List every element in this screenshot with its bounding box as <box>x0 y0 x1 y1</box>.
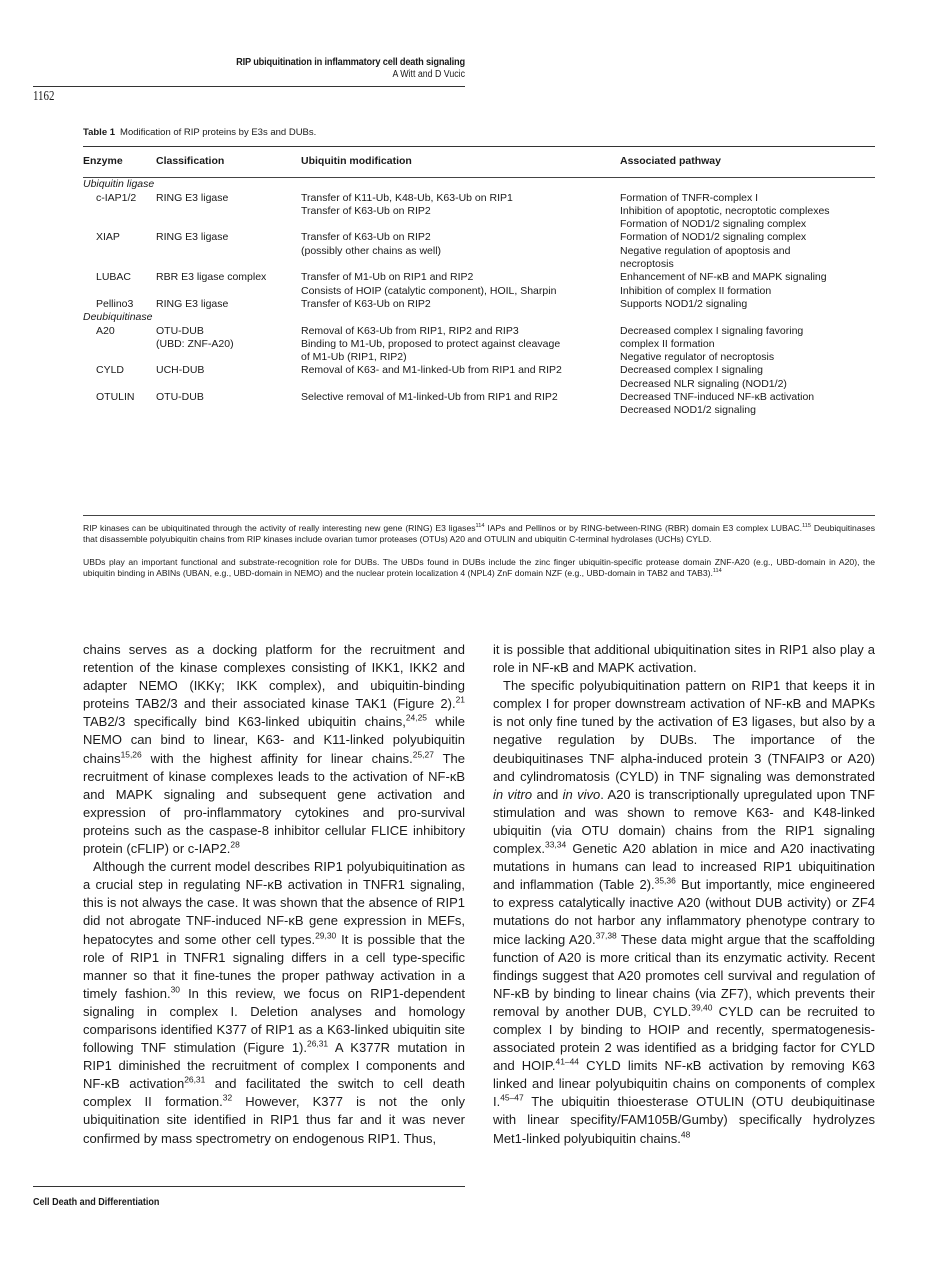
journal-name: Cell Death and Differentiation <box>33 1196 160 1208</box>
footnote-text: Deubiquitinases that disassemble polyubiquitin chains from RIP kinases include ovarian tumor proteases (OTUs) A20 and OTULIN and ubiquitin C-terminal hydrolases (UCHs) CYLD. <box>83 523 875 545</box>
section-label-row <box>83 311 875 324</box>
cell-line: RING E3 ligase <box>156 231 229 244</box>
cell-line: Selective removal of M1-linked-Ub from RIP1 and RIP2 <box>301 391 558 404</box>
cell-line: Decreased TNF-induced NF-κB activation <box>620 391 815 404</box>
text-run: Genetic A20 ablation in mice and A20 inactivating mutations in humans can lead to increased RIP1 ubiquitination and inflammation (Table 2). <box>493 841 875 893</box>
cell-line: necroptosis <box>620 258 674 271</box>
table-row <box>83 192 875 232</box>
cell-line: Decreased NOD1/2 signaling <box>620 404 756 417</box>
paragraph <box>493 641 875 677</box>
cell-classification <box>156 271 301 298</box>
cell-modification <box>301 231 620 271</box>
citation: 30 <box>170 984 180 995</box>
cell-line: UCH-DUB <box>156 364 205 377</box>
running-title: RIP ubiquitination in inflammatory cell death signaling <box>236 56 465 68</box>
cell-classification <box>156 325 301 365</box>
citation: 26,31 <box>184 1074 206 1085</box>
footnote-text: IAPs and Pellinos or by RING-between-RING (RBR) domain E3 complex LUBAC. <box>484 523 803 533</box>
cell-classification <box>156 192 301 232</box>
cell-line: complex II formation <box>620 337 715 350</box>
citation: 15,26 <box>120 749 142 760</box>
cell-modification <box>301 364 620 391</box>
paragraph <box>493 677 875 1147</box>
running-header <box>33 56 465 80</box>
cell-line: Formation of NOD1/2 signaling complex <box>620 231 807 244</box>
cell-modification <box>301 391 620 418</box>
page-number: 1162 <box>33 89 55 104</box>
text-run: These data might argue that the scaffolding function of A20 is more critical than its enzymatic activity. Recent findings suggest that A20 promotes cell survival and regulation of NF-κB by binding to linear chains (via ZF7), which prevents their removal by another DUB, CYLD. <box>493 931 875 1019</box>
cell-line: Enhancement of NF-κB and MAPK signaling <box>620 271 827 284</box>
citation: 39,40 <box>691 1002 713 1013</box>
citation: 26,31 <box>307 1038 329 1049</box>
table-bottom-rule <box>83 515 875 516</box>
text-run: In this review, we focus on RIP1-dependent signaling in complex I. Deletion analyses and homology comparisons identified K377 of RIP1 as a K63-linked ubiquitin site following TNF stimulation (Figure 1). <box>83 985 465 1056</box>
cell-line: Removal of K63- and M1-linked-Ub from RIP1 and RIP2 <box>301 364 562 377</box>
modification-table <box>83 147 875 418</box>
cell-line: Transfer of K11-Ub, K48-Ub, K63-Ub on RIP1 <box>301 191 513 204</box>
cell-pathway <box>620 231 875 271</box>
cell-line: Formation of TNFR-complex I <box>620 191 759 204</box>
table-header <box>83 147 875 178</box>
text-run: CYLD can be recruited to complex I by binding to HOIP and recently, spermatogenesis-associated protein 2 was identified as a bridging factor for CYLD and HOIP. <box>493 1003 876 1074</box>
cell-line: Inhibition of apoptotic, necroptotic complexes <box>620 204 830 217</box>
cell-line: Decreased complex I signaling favoring <box>620 324 804 337</box>
citation: 25,27 <box>412 749 434 760</box>
paragraph <box>83 641 465 858</box>
cell-line: Decreased complex I signaling <box>620 364 763 377</box>
text-run: . A20 is transcriptionally upregulated upon TNF stimulation and was shown to remove K63- and K48-linked ubiquitin (via OTU domain) chains from the RIP1 signaling complex. <box>493 786 875 857</box>
table-1 <box>83 146 875 418</box>
paragraph <box>83 858 465 1148</box>
cell-modification <box>301 298 620 311</box>
table-caption-text: Modification of RIP proteins by E3s and DUBs. <box>120 127 317 138</box>
cell-line: Binding to M1-Ub, proposed to protect against cleavage <box>301 337 561 350</box>
table-footnote-2 <box>83 557 875 579</box>
text-run: The ubiquitin thioesterase OTULIN (OTU deubiquitinase with linear specifity/FAM105B/Gumby) specifically hydrolyzes Met1-linked polyubiquitin chains. <box>493 1094 875 1146</box>
citation: 115 <box>802 523 811 530</box>
citation: 21 <box>455 694 465 705</box>
running-authors: A Witt and D Vucic <box>392 69 465 80</box>
footnote-text: RIP kinases can be ubiquitinated through the activity of really interesting new gene (RING) E3 ligases <box>83 523 476 533</box>
text-run: chains serves as a docking platform for the recruitment and retention of the kinase complexes consisting of IKK1, IKK2 and adapter NEMO (IKKγ; IKK complex), and ubiquitin-binding proteins TAB2/3 and their associated kinase TAK1 (Figure 2). <box>83 642 465 712</box>
cell-line: OTU-DUB <box>156 324 204 337</box>
cell-line: Transfer of K63-Ub on RIP2 <box>301 231 431 244</box>
cell-classification <box>156 391 301 418</box>
section-label-row <box>83 178 875 191</box>
citation: 33,34 <box>545 839 567 850</box>
cell-line: Formation of NOD1/2 signaling complex <box>620 218 807 231</box>
cell-line: Negative regulator of necroptosis <box>620 351 775 364</box>
table-footnote-1 <box>83 523 875 545</box>
italic-text: in vitro <box>493 786 533 802</box>
cell-line: OTU-DUB <box>156 391 204 404</box>
column-header-pathway: Associated pathway <box>620 155 721 167</box>
text-run: The recruitment of kinase complexes leads to the activation of NF-κB and MAPK signaling and subsequent gene activation and expression of pro-inflammatory cytokines and pro-survival proteins such as the caspase-8 inhibitor cellular FLICE inhibitory protein (cFLIP) or c-IAP2. <box>83 750 465 857</box>
cell-pathway <box>620 192 875 232</box>
cell-pathway <box>620 364 875 391</box>
citation: 32 <box>222 1093 233 1104</box>
cell-modification <box>301 271 620 298</box>
cell-line: RING E3 ligase <box>156 297 229 310</box>
cell-line: of M1-Ub (RIP1, RIP2) <box>301 351 407 364</box>
text-run: Although the current model describes RIP1 polyubiquitination as a crucial step in regulating NF-κB activation in TNFR1 signaling, this is not always the case. It was shown that the absence of RIP1 did not abrogate TNF-induced NF-κB gene expression in MEFs, hepatocytes and some other cell types. <box>83 859 465 947</box>
text-run: it is possible that additional ubiquitination sites in RIP1 also play a role in NF-κB and MAPK activation. <box>493 642 875 676</box>
text-run: It is possible that the role of RIP1 in TNFR1 signaling differs in a cell type-specific manner so that it fine-tunes the proper pathway activation in a timely fashion. <box>83 931 465 1001</box>
table-row <box>83 391 875 418</box>
cell-line: RING E3 ligase <box>156 191 229 204</box>
citation: 24,25 <box>405 713 427 724</box>
footnote-text: UBDs play an important functional and substrate-recognition role for DUBs. The UBDs found in DUBs include the zinc finger ubiquitin-specific protease domain ZNF-A20 (e.g., UBD-domain in A20), the ubiquitin binding in ABINs (UBAN, e.g., UBD-domain in NEMO) and the nuclear protein localization 4 (NPL4) ZnF domain NZF (e.g., UBD-domain in TAB2 and TAB3). <box>83 557 875 579</box>
column-header-classification: Classification <box>156 155 225 167</box>
cell-classification <box>156 298 301 311</box>
citation: 28 <box>230 839 240 850</box>
text-run: while NEMO can bind to linear, K63- and K11-linked polyubiquitin chains <box>83 714 465 766</box>
text-run: CYLD limits NF-κB activation by removing K63 linked and linear polyubiquitin chains on components of complex I. <box>493 1058 875 1110</box>
text-run: However, K377 is not the only ubiquitination site identified in RIP1 thus far and it was never confirmed by mass spectrometry on endogenous RIP1. Thus, <box>83 1094 465 1146</box>
citation: 48 <box>680 1129 691 1140</box>
text-run: The specific polyubiquitination pattern on RIP1 that keeps it in complex I for proper downstream activation of NF-κB and MAPKs is not only fine tuned by the activation of E3 ligases, but also by a negative regulation by DUBs. The importance of the deubiquitinases TNF alpha-induced protein 3 (TNFAIP3 or A20) and cylindromatosis (CYLD) in TNF signaling was demonstrated <box>493 678 875 784</box>
text-run: with the highest affinity for linear chains. <box>141 750 413 766</box>
text-run: and facilitated the switch to cell death complex II formation. <box>83 1076 465 1110</box>
cell-line: Supports NOD1/2 signaling <box>620 297 748 310</box>
citation: 29,30 <box>315 930 337 941</box>
citation: 37,38 <box>595 930 617 941</box>
cell-classification <box>156 364 301 391</box>
cell-line: Transfer of K63-Ub on RIP2 <box>301 204 431 217</box>
text-run: A K377R mutation in RIP1 diminished the recruitment of complex I components and NF-κB activation <box>83 1040 465 1092</box>
cell-line: Decreased NLR signaling (NOD1/2) <box>620 377 787 390</box>
body-column-right <box>493 641 875 1148</box>
cell-line: Consists of HOIP (catalytic component), HOIL, Sharpin <box>301 284 557 297</box>
cell-enzyme: c-IAP1/2 <box>96 191 137 204</box>
column-header-enzyme: Enzyme <box>83 155 123 167</box>
section-label: Ubiquitin ligase <box>83 178 155 191</box>
cell-line: Inhibition of complex II formation <box>620 284 772 297</box>
cell-enzyme: CYLD <box>96 364 125 377</box>
table-row <box>83 298 875 311</box>
cell-line: (UBD: ZNF-A20) <box>156 337 234 350</box>
italic-text: in vivo <box>562 786 601 802</box>
cell-line: RBR E3 ligase complex <box>156 271 267 284</box>
text-run: TAB2/3 specifically bind K63-linked ubiquitin chains, <box>83 714 406 730</box>
table-label: Table 1 <box>83 127 116 138</box>
cell-enzyme: A20 <box>96 324 115 337</box>
table-row <box>83 231 875 271</box>
cell-pathway <box>620 298 875 311</box>
table-row <box>83 271 875 298</box>
citation: 45–47 <box>500 1093 524 1104</box>
cell-enzyme: OTULIN <box>96 391 135 404</box>
cell-line: (possibly other chains as well) <box>301 244 442 257</box>
cell-pathway <box>620 271 875 298</box>
cell-line: Negative regulation of apoptosis and <box>620 244 791 257</box>
citation: 41–44 <box>555 1056 579 1067</box>
cell-enzyme: LUBAC <box>96 271 132 284</box>
footer-rule <box>33 1186 465 1187</box>
section-label: Deubiquitinase <box>83 311 153 324</box>
cell-modification <box>301 192 620 232</box>
cell-modification <box>301 325 620 365</box>
text-run: But importantly, mice engineered to express catalytically inactive A20 (without DUB activity) or ZF4 mutations do not harbor any inflammatory phenotype contrary to mice lacking A20. <box>493 877 875 947</box>
header-rule <box>33 86 465 87</box>
cell-line: Removal of K63-Ub from RIP1, RIP2 and RIP3 <box>301 324 519 337</box>
citation: 35,36 <box>654 875 676 886</box>
column-header-modification: Ubiquitin modification <box>301 155 412 167</box>
table-row <box>83 325 875 365</box>
table-caption <box>83 127 316 138</box>
text-run: and <box>532 786 563 802</box>
cell-enzyme: XIAP <box>96 231 120 244</box>
cell-line: Transfer of M1-Ub on RIP1 and RIP2 <box>301 271 474 284</box>
citation: 114 <box>475 523 485 530</box>
citation: 114 <box>712 568 722 575</box>
cell-classification <box>156 231 301 271</box>
table-row <box>83 364 875 391</box>
table-body <box>83 178 875 417</box>
cell-line: Transfer of K63-Ub on RIP2 <box>301 297 431 310</box>
cell-pathway <box>620 325 875 365</box>
cell-pathway <box>620 391 875 418</box>
body-column-left <box>83 641 465 1148</box>
cell-enzyme: Pellino3 <box>96 297 134 310</box>
